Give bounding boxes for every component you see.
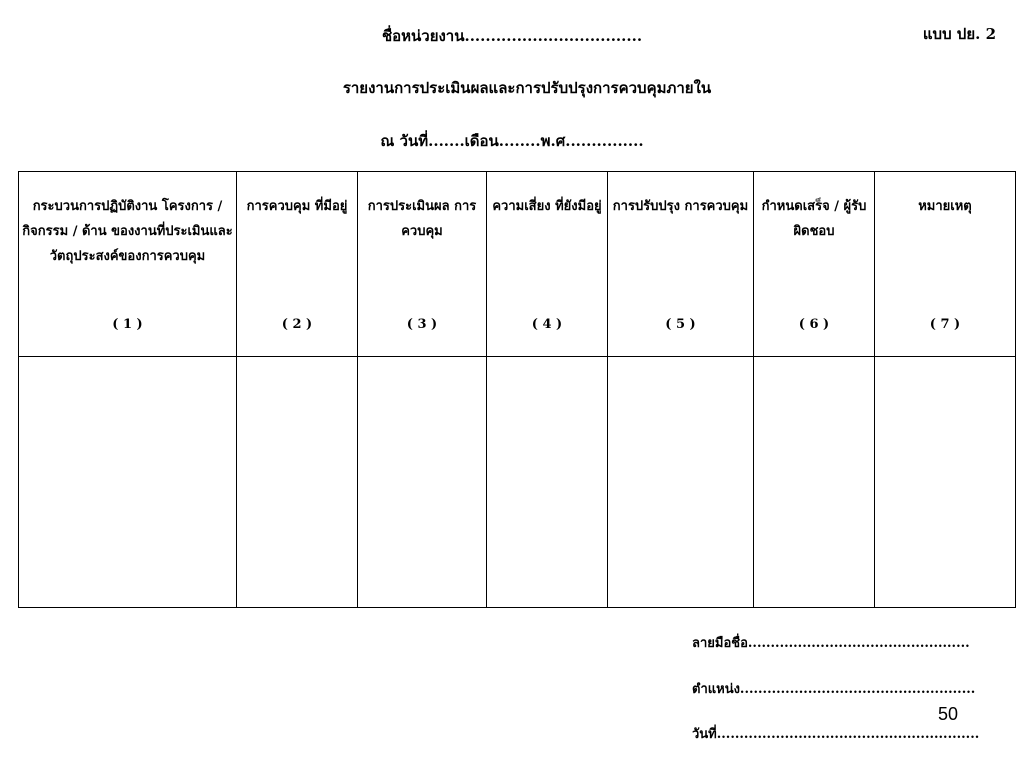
column-number: ( 7 )	[929, 317, 961, 332]
table-cell-process	[19, 357, 237, 608]
signature-name-line: ลายมือชื่อ.................................................	[692, 636, 970, 651]
page-number: 50	[938, 704, 959, 724]
report-date-line: ณ วันที่.......เดือน........พ.ศ...............	[380, 132, 644, 150]
column-title: กระบวนการปฏิบัติงาน โครงการ / กิจกรรม / ด้าน ของงานที่ประเมินและ วัตถุประสงค์ของการควบคุม	[22, 199, 233, 264]
signature-position-line: ตำแหน่ง....................................................	[692, 682, 976, 697]
column-header-remarks	[875, 172, 1016, 357]
evaluation-table	[18, 171, 1016, 608]
column-title: ความเสี่ยง ที่ยังมีอยู่	[492, 199, 602, 214]
table-cell-control-evaluation	[358, 357, 487, 608]
column-header-deadline-responsible	[754, 172, 875, 357]
table-cell-remaining-risk	[487, 357, 608, 608]
column-number: ( 2 )	[281, 317, 313, 332]
column-header-control-evaluation	[358, 172, 487, 357]
column-title: หมายเหตุ	[918, 199, 972, 214]
signature-date-line: วันที่..........................................................	[692, 727, 980, 742]
table-cell-deadline-responsible	[754, 357, 875, 608]
agency-name-line: ชื่อหน่วยงาน..................................	[381, 27, 643, 45]
table-row	[19, 357, 1016, 608]
column-header-existing-control	[237, 172, 358, 357]
column-title: การประเมินผล การควบคุม	[367, 199, 477, 239]
report-title: รายงานการประเมินผลและการปรับปรุงการควบคุมภายใน	[342, 79, 712, 97]
column-header-remaining-risk	[487, 172, 608, 357]
column-number: ( 5 )	[665, 317, 696, 332]
column-number: ( 1 )	[112, 317, 143, 332]
form-code: แบบ ปย. 2	[922, 25, 996, 43]
column-number: ( 4 )	[531, 317, 563, 332]
column-number: ( 3 )	[406, 317, 438, 332]
table-cell-control-improvement	[608, 357, 754, 608]
table-cell-remarks	[875, 357, 1016, 608]
column-title: การควบคุม ที่มีอยู่	[246, 199, 348, 214]
column-header-control-improvement	[608, 172, 754, 357]
column-number: ( 6 )	[798, 317, 830, 332]
table-header-row	[19, 172, 1016, 357]
column-title: กำหนดเสร็จ / ผู้รับผิดชอบ	[761, 199, 867, 239]
column-header-process	[19, 172, 237, 357]
table-cell-existing-control	[237, 357, 358, 608]
column-title: การปรับปรุง การควบคุม	[612, 199, 749, 214]
